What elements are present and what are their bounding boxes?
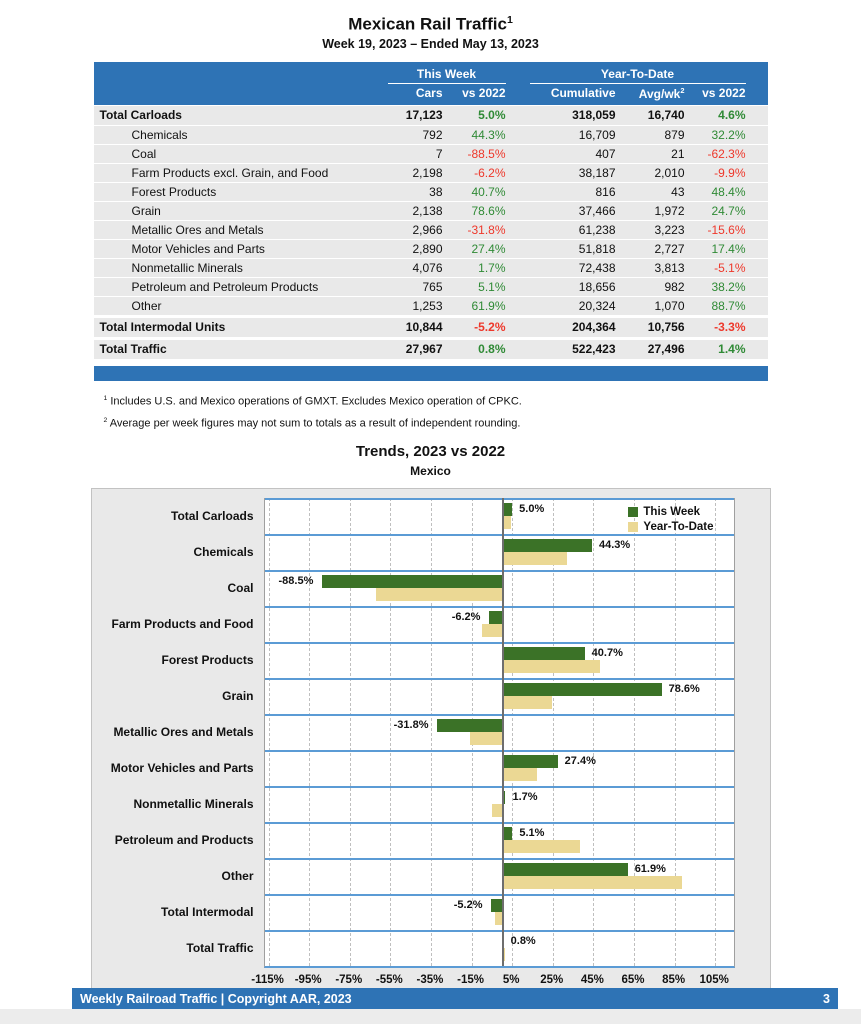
bar-year-to-date [502, 552, 567, 565]
cell-cars: 27,967 [405, 342, 443, 357]
bar-value-label: 27.4% [564, 754, 596, 767]
bar-year-to-date [470, 732, 502, 745]
cell-ytd-vs-2022: 32.2% [711, 127, 746, 142]
cell-cars: 792 [422, 127, 443, 142]
table-row [94, 277, 768, 296]
chart-subtitle: Mexico [410, 463, 451, 478]
column-header-ytd-vs-2022: vs 2022 [702, 86, 746, 101]
chart-band [265, 822, 734, 858]
footnote [94, 411, 768, 434]
table-column-header-row [94, 84, 768, 105]
page-subtitle: Week 19, 2023 – Ended May 13, 2023 [322, 36, 539, 51]
chart-band [265, 606, 734, 642]
category-label: Motor Vehicles and Parts [110, 760, 254, 775]
footer-bar [72, 988, 838, 1009]
cell-cumulative: 318,059 [572, 108, 616, 123]
column-header-avg-wk [616, 86, 685, 101]
cell-cumulative: 37,466 [578, 203, 616, 218]
footnotes [94, 389, 768, 434]
cell-cars-vs-2022: -31.8% [467, 222, 506, 237]
bar-year-to-date [495, 912, 502, 925]
category-label: Total Intermodal [161, 904, 254, 919]
category-label: Chemicals [193, 544, 254, 559]
bar-year-to-date [502, 660, 600, 673]
bar-this-week [489, 611, 502, 624]
cell-cars-vs-2022: -6.2% [474, 165, 506, 180]
group-header-this-week [364, 67, 506, 84]
chart-band [265, 678, 734, 714]
bar-value-label: -31.8% [393, 718, 429, 731]
bar-value-label: 0.8% [510, 934, 536, 947]
bar-year-to-date [376, 588, 502, 601]
legend-swatch [628, 507, 638, 517]
cell-avg-wk: 27,496 [647, 342, 685, 357]
bar-value-label: 40.7% [591, 646, 623, 659]
cell-cars: 10,844 [405, 320, 443, 335]
table-row [94, 220, 768, 239]
traffic-table [94, 62, 768, 381]
table-row [94, 105, 768, 125]
cell-cars: 2,198 [412, 165, 443, 180]
row-label: Grain [131, 203, 161, 218]
table-row [94, 296, 768, 315]
zero-axis-line [502, 498, 504, 966]
cell-cumulative: 51,818 [578, 241, 616, 256]
cell-cars-vs-2022: -88.5% [467, 146, 506, 161]
cell-ytd-vs-2022: -62.3% [707, 146, 746, 161]
cell-cars-vs-2022: 78.6% [471, 203, 506, 218]
cell-avg-wk: 2,010 [654, 165, 685, 180]
chart-band [265, 714, 734, 750]
cell-ytd-vs-2022: -15.6% [707, 222, 746, 237]
bar-value-label: 44.3% [598, 538, 631, 551]
x-axis-tick-label: -55% [375, 973, 403, 986]
bar-this-week [502, 539, 592, 552]
x-axis-tick-label: 85% [662, 973, 686, 986]
row-label: Other [131, 298, 162, 313]
cell-cars: 7 [435, 146, 443, 161]
cell-cumulative: 407 [595, 146, 616, 161]
bar-value-label: 61.9% [634, 862, 666, 875]
avg-wk-text: Avg/wk [638, 86, 681, 101]
column-header-cars: Cars [415, 86, 443, 101]
cell-avg-wk: 1,972 [654, 203, 685, 218]
row-label: Motor Vehicles and Parts [131, 241, 265, 256]
row-label: Coal [131, 146, 157, 161]
footer-page-number: 3 [823, 991, 830, 1006]
category-label: Petroleum and Products [114, 832, 254, 847]
cell-cars: 38 [429, 184, 443, 199]
chart-band [265, 642, 734, 678]
row-label: Total Traffic [99, 342, 167, 357]
footnote [94, 389, 768, 412]
chart-band [265, 786, 734, 822]
cell-avg-wk: 2,727 [654, 241, 685, 256]
cell-cumulative: 522,423 [572, 342, 616, 357]
cell-avg-wk: 3,813 [654, 260, 685, 275]
bar-value-label: -88.5% [278, 574, 314, 587]
bar-this-week [502, 683, 662, 696]
x-axis-tick-label: 65% [621, 973, 645, 986]
chart-band [265, 858, 734, 894]
cell-cars: 17,123 [405, 108, 443, 123]
category-label: Forest Products [161, 652, 254, 667]
table-bottom-bar [94, 366, 768, 381]
category-label: Nonmetallic Minerals [133, 796, 254, 811]
legend-item [628, 506, 713, 518]
cell-ytd-vs-2022: -9.9% [714, 165, 746, 180]
cell-cumulative: 816 [595, 184, 616, 199]
bar-value-label: 78.6% [668, 682, 700, 695]
chart-band [265, 930, 734, 966]
bar-year-to-date [502, 768, 537, 781]
bar-this-week [502, 755, 558, 768]
table-row [94, 163, 768, 182]
bar-value-label: -5.2% [453, 898, 483, 911]
cell-cars-vs-2022: 27.4% [471, 241, 506, 256]
cell-cars-vs-2022: 5.1% [478, 279, 506, 294]
cell-avg-wk: 21 [671, 146, 685, 161]
row-label: Metallic Ores and Metals [131, 222, 264, 237]
footnote-text: Includes U.S. and Mexico operations of GMXT. Excludes Mexico operation of CPKC. [107, 395, 522, 408]
cell-cumulative: 72,438 [578, 260, 616, 275]
table-row [94, 239, 768, 258]
title-footnote-marker: 1 [506, 14, 513, 26]
bar-year-to-date [502, 840, 580, 853]
column-header-cars-vs-2022: vs 2022 [462, 86, 506, 101]
cell-cars: 4,076 [412, 260, 443, 275]
legend-item [628, 521, 713, 533]
category-label: Metallic Ores and Metals [113, 724, 254, 739]
cell-ytd-vs-2022: 17.4% [711, 241, 746, 256]
cell-ytd-vs-2022: 24.7% [711, 203, 746, 218]
bar-year-to-date [502, 696, 552, 709]
bar-year-to-date [492, 804, 502, 817]
cell-cumulative: 38,187 [578, 165, 616, 180]
page-bottom-strip [0, 1009, 861, 1024]
footnote-marker: 2 [103, 417, 108, 425]
chart-legend [628, 506, 713, 536]
avg-wk-footnote-marker: 2 [680, 85, 685, 95]
cell-avg-wk: 982 [664, 279, 685, 294]
page-title-text: Mexican Rail Traffic [348, 14, 507, 34]
legend-label: This Week [643, 505, 701, 518]
row-label: Farm Products excl. Grain, and Food [131, 165, 329, 180]
chart-band [265, 750, 734, 786]
x-axis-tick-label: 25% [540, 973, 564, 986]
x-axis-tick-label: -75% [335, 973, 363, 986]
group-header-year-to-date [506, 67, 746, 84]
bar-this-week [502, 863, 628, 876]
table-row [94, 201, 768, 220]
cell-ytd-vs-2022: 48.4% [711, 184, 746, 199]
bar-value-label: 5.1% [519, 826, 545, 839]
x-axis-tick-label: 45% [580, 973, 604, 986]
category-label: Grain [222, 688, 254, 703]
footnote-marker: 1 [103, 394, 108, 402]
table-row [94, 315, 768, 337]
footer-text: Weekly Railroad Traffic | Copyright AAR, 2023 [80, 991, 352, 1006]
category-label: Total Traffic [186, 940, 254, 955]
cell-avg-wk: 16,740 [647, 108, 685, 123]
table-row [94, 144, 768, 163]
chart-band [265, 894, 734, 930]
cell-cars: 2,138 [412, 203, 443, 218]
column-header-cumulative: Cumulative [550, 86, 616, 101]
x-axis-tick-label: -95% [294, 973, 322, 986]
bar-year-to-date [482, 624, 502, 637]
cell-cars-vs-2022: 44.3% [471, 127, 506, 142]
cell-cars: 2,890 [412, 241, 443, 256]
cell-cars: 2,966 [412, 222, 443, 237]
bar-year-to-date [502, 876, 682, 889]
table-row [94, 337, 768, 359]
cell-cumulative: 61,238 [578, 222, 616, 237]
cell-avg-wk: 3,223 [654, 222, 685, 237]
table-row [94, 125, 768, 144]
legend-swatch [628, 522, 638, 532]
category-label: Farm Products and Food [111, 616, 254, 631]
row-label: Total Intermodal Units [99, 320, 226, 335]
bar-this-week [502, 647, 585, 660]
x-axis-tick-label: 5% [502, 973, 520, 986]
bar-value-label: 5.0% [519, 502, 545, 515]
chart-band [265, 534, 734, 570]
cell-avg-wk: 879 [664, 127, 685, 142]
row-label: Petroleum and Petroleum Products [131, 279, 319, 294]
cell-cars-vs-2022: -5.2% [474, 320, 506, 335]
table-row [94, 182, 768, 201]
bar-this-week [491, 899, 502, 912]
chart-bands [265, 498, 734, 966]
footnote-text: Average per week figures may not sum to totals as a result of independent rounding. [107, 417, 521, 430]
cell-cumulative: 16,709 [578, 127, 616, 142]
cell-avg-wk: 43 [671, 184, 685, 199]
cell-ytd-vs-2022: 4.6% [718, 108, 746, 123]
category-label: Total Carloads [171, 508, 254, 523]
cell-cars: 765 [422, 279, 443, 294]
page-title [0, 0, 861, 35]
chart-title: Trends, 2023 vs 2022 [355, 442, 506, 460]
table-header [94, 62, 768, 105]
bar-this-week [322, 575, 502, 588]
cell-ytd-vs-2022: 1.4% [718, 342, 746, 357]
cell-ytd-vs-2022: 88.7% [711, 298, 746, 313]
row-label: Forest Products [131, 184, 217, 199]
trends-bar-chart [91, 488, 771, 995]
category-label: Coal [227, 580, 254, 595]
row-label: Chemicals [131, 127, 188, 142]
x-axis-tick-label: 105% [699, 973, 729, 986]
group-header-this-week-label: This Week [388, 67, 506, 84]
table-row [94, 258, 768, 277]
group-header-ytd-label: Year-To-Date [530, 67, 746, 84]
x-axis-tick-label: -115% [251, 973, 284, 986]
table-body [94, 105, 768, 359]
bar-this-week [437, 719, 502, 732]
bar-value-label: 1.7% [512, 790, 538, 803]
bar-value-label: -6.2% [451, 610, 481, 623]
table-group-header-row [94, 62, 768, 84]
cell-avg-wk: 1,070 [654, 298, 685, 313]
cell-ytd-vs-2022: -3.3% [714, 320, 746, 335]
cell-cumulative: 18,656 [578, 279, 616, 294]
x-axis-tick-label: -15% [457, 973, 484, 986]
cell-cumulative: 20,324 [578, 298, 616, 313]
cell-cars-vs-2022: 0.8% [478, 342, 506, 357]
cell-cars-vs-2022: 40.7% [471, 184, 506, 199]
category-label: Other [221, 868, 254, 883]
cell-cars: 1,253 [412, 298, 443, 313]
cell-ytd-vs-2022: 38.2% [711, 279, 746, 294]
chart-band [265, 570, 734, 606]
cell-cars-vs-2022: 1.7% [478, 260, 506, 275]
cell-ytd-vs-2022: -5.1% [714, 260, 746, 275]
row-label: Total Carloads [99, 108, 182, 123]
row-label: Nonmetallic Minerals [131, 260, 243, 275]
cell-avg-wk: 10,756 [647, 320, 685, 335]
legend-label: Year-To-Date [643, 520, 714, 533]
chart-plot-area [264, 498, 735, 968]
x-axis-tick-label: -35% [416, 973, 444, 986]
cell-cumulative: 204,364 [572, 320, 616, 335]
cell-cars-vs-2022: 61.9% [471, 298, 506, 313]
cell-cars-vs-2022: 5.0% [478, 108, 506, 123]
